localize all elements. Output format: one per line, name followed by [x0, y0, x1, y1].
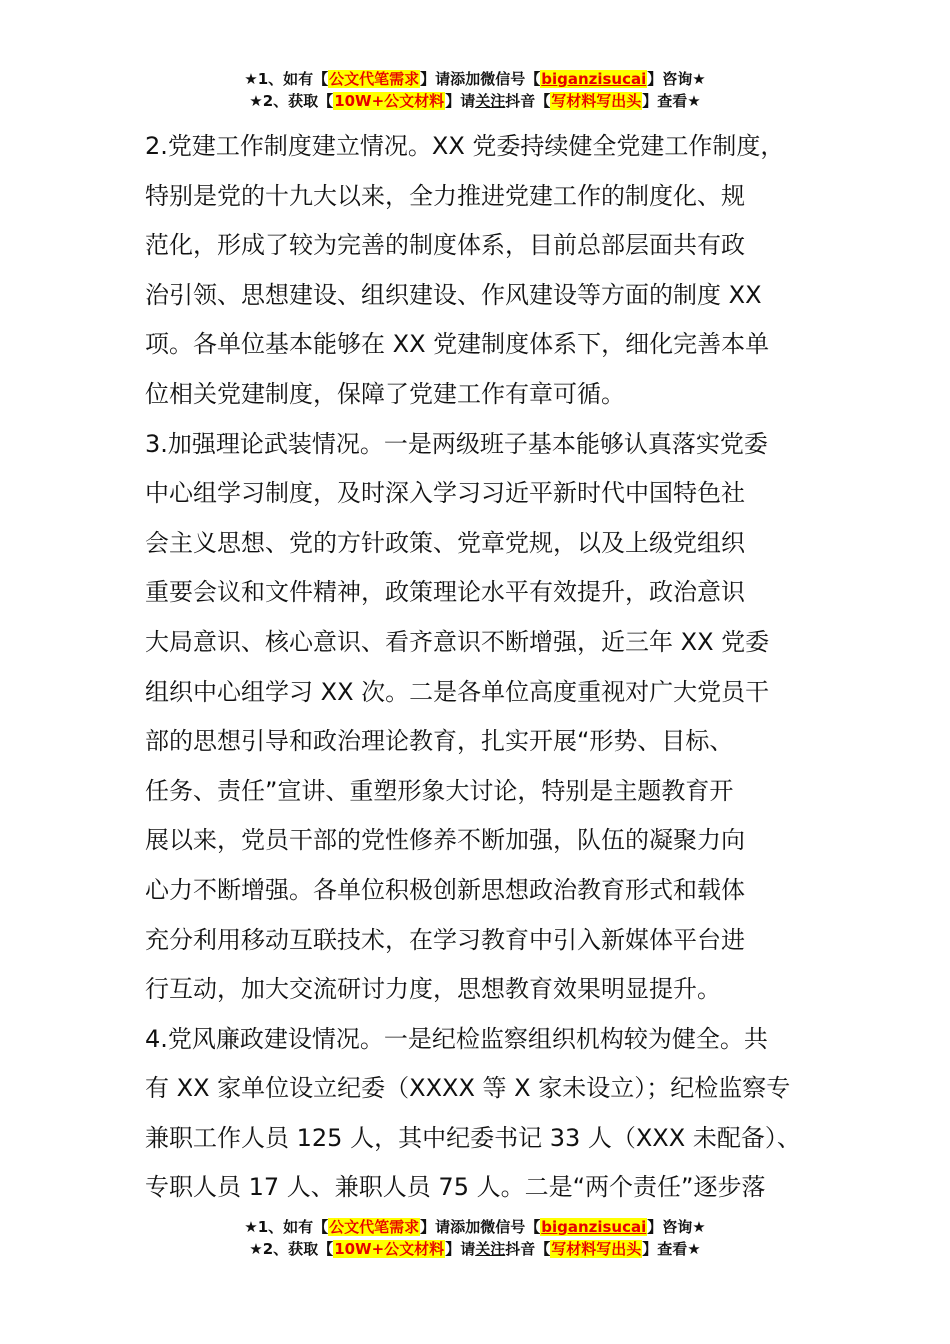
- banner-line1-mid2: 微信号【: [480, 1218, 541, 1236]
- banner-line-1: [0, 68, 950, 90]
- banner-highlight-writing-service: 公文代笔需求: [329, 1218, 420, 1236]
- banner-line1-end: 】咨询★: [647, 1218, 706, 1236]
- body-line: 2.党建工作制度建立情况。XX 党委持续健全党建工作制度，: [145, 132, 785, 160]
- body-line: 重要会议和文件精神，政策理论水平有效提升，政治意识: [145, 578, 745, 607]
- body-line: 范化，形成了较为完善的制度体系，目前总部层面共有政: [145, 231, 745, 260]
- banner-line1-mid1: 】请添: [420, 1218, 466, 1236]
- banner-line2-mid1: 】请: [445, 1240, 476, 1258]
- banner-line2-follow: 关注: [475, 1240, 506, 1258]
- banner-highlight-materials: 10W+公文材料: [334, 92, 445, 110]
- body-line: 心力不断增强。各单位积极创新思想政治教育形式和载体: [145, 875, 745, 904]
- body-line: 会主义思想、党的方针政策、党章党规，以及上级党组织: [145, 528, 745, 557]
- body-line: 大局意识、核心意识、看齐意识不断增强，近三年 XX 党委: [145, 627, 770, 656]
- body-line: 治引领、思想建设、组织建设、作风建设等方面的制度 XX: [145, 280, 762, 309]
- banner-line1-end: 】咨询★: [647, 70, 706, 88]
- banner-line-1: [0, 1216, 950, 1238]
- body-line: 3.加强理论武装情况。一是两级班子基本能够认真落实党委: [145, 429, 768, 458]
- banner-line2-mid2: 抖音【: [505, 1240, 551, 1258]
- banner-line1-mid1: 】请添: [420, 70, 466, 88]
- body-line: 组织中心组学习 XX 次。二是各单位高度重视对广大党员干: [145, 677, 770, 706]
- banner-highlight-douyin-account: 写材料写出头: [551, 92, 642, 110]
- body-line: 兼职工作人员 125 人，其中纪委书记 33 人（XXX 未配备）、: [145, 1123, 801, 1152]
- document-body: [145, 122, 837, 1213]
- body-line: 有 XX 家单位设立纪委（XXXX 等 X 家未设立）；纪检监察专: [145, 1074, 791, 1103]
- bottom-banner: [0, 1216, 950, 1260]
- body-line: 充分利用移动互联技术，在学习教育中引入新媒体平台进: [145, 925, 745, 954]
- top-banner: [0, 68, 950, 112]
- banner-line1-emph: 加: [465, 1218, 481, 1236]
- banner-line-2: [0, 90, 950, 112]
- banner-line2-prefix: ★2、获取【: [249, 92, 334, 110]
- banner-line1-prefix: ★1、如有【: [244, 1218, 329, 1236]
- banner-line1-mid2: 微信号【: [480, 70, 541, 88]
- banner-highlight-materials: 10W+公文材料: [334, 1240, 445, 1258]
- banner-highlight-wechat-id: biganzisucai: [541, 1218, 647, 1236]
- banner-line2-mid1: 】请: [445, 92, 476, 110]
- body-line: 行互动，加大交流研讨力度，思想教育效果明显提升。: [145, 975, 721, 1004]
- body-line: 4.党风廉政建设情况。一是纪检监察组织机构较为健全。共: [145, 1024, 768, 1053]
- body-line: 部的思想引导和政治理论教育，扎实开展“形势、目标、: [145, 727, 734, 756]
- banner-line2-follow: 关注: [475, 92, 506, 110]
- banner-highlight-writing-service: 公文代笔需求: [329, 70, 420, 88]
- banner-line-2: [0, 1238, 950, 1260]
- body-line: 项。各单位基本能够在 XX 党建制度体系下，细化完善本单: [145, 330, 770, 359]
- banner-line2-end: 】查看★: [642, 1240, 701, 1258]
- banner-line1-prefix: ★1、如有【: [244, 70, 329, 88]
- banner-highlight-douyin-account: 写材料写出头: [551, 1240, 642, 1258]
- banner-highlight-wechat-id: biganzisucai: [541, 70, 647, 88]
- body-line: 任务、责任”宣讲、重塑形象大讨论，特别是主题教育开: [145, 776, 734, 805]
- body-line: 位相关党建制度，保障了党建工作有章可循。: [145, 379, 625, 408]
- body-line: 展以来，党员干部的党性修养不断加强，队伍的凝聚力向: [145, 826, 745, 855]
- body-line: 特别是党的十九大以来，全力推进党建工作的制度化、规: [145, 181, 745, 210]
- banner-line2-prefix: ★2、获取【: [249, 1240, 334, 1258]
- banner-line2-end: 】查看★: [642, 92, 701, 110]
- body-line: 专职人员 17 人、兼职人员 75 人。二是“两个责任”逐步落: [145, 1173, 766, 1202]
- body-line: 中心组学习制度，及时深入学习习近平新时代中国特色社: [145, 479, 745, 508]
- banner-line1-emph: 加: [465, 70, 481, 88]
- banner-line2-mid2: 抖音【: [505, 92, 551, 110]
